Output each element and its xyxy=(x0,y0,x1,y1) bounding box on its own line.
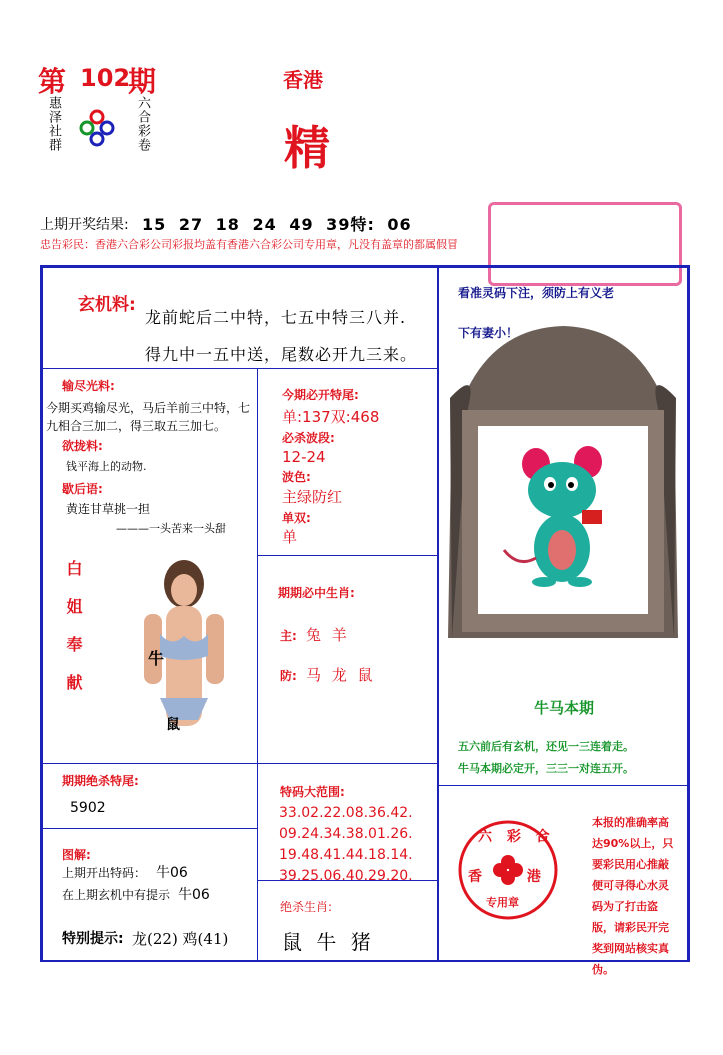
shengxiao-main-label: 主: xyxy=(280,629,297,643)
frame-top xyxy=(40,265,690,268)
divider-lower-left xyxy=(40,828,258,829)
ornate-frame-image xyxy=(438,318,688,658)
big-title-char: 精 xyxy=(284,121,330,175)
tebie-value: 龙(22) 鸡(41) xyxy=(132,930,229,948)
yusi-text: 钱平海上的动物. xyxy=(66,460,147,473)
xuanji-label: 玄机料: xyxy=(78,295,136,315)
bose-value: 主绿防红 xyxy=(282,488,343,506)
divider-lower xyxy=(40,763,438,764)
last-result-label: 上期开奖结果: xyxy=(40,217,129,233)
jueshao-wei-value: 5902 xyxy=(70,800,106,816)
stamp-sub-text: 专用章 xyxy=(486,896,519,909)
divider-right xyxy=(438,785,688,786)
shusi-label: 输尽光料: xyxy=(62,379,115,393)
bose-label: 波色: xyxy=(282,470,311,484)
woman-photo-image xyxy=(124,556,244,746)
right-caption: 牛马本期 xyxy=(534,699,595,717)
shengxiao-fang-label: 防: xyxy=(280,669,297,683)
tema-wei-label: 今期必开特尾: xyxy=(282,388,359,402)
xiehouyu-text: 黄连甘草挑一担 xyxy=(66,502,151,516)
yusi-label: 欲拢料: xyxy=(62,439,103,453)
tema-wei-value: 单:137双:468 xyxy=(282,408,380,426)
stamp-top-text: 六 彩 合 xyxy=(478,829,550,845)
issue-prefix: 第 xyxy=(38,65,67,98)
tip-line2: 下有妻小！ xyxy=(458,326,519,340)
shengxiao-main-value: 兔 羊 xyxy=(306,626,347,644)
tema-range-row: 33.02.22.08.36.42. xyxy=(279,805,413,821)
shengxiao-label: 期期必中生肖: xyxy=(278,586,355,600)
tujie-line1-value: 牛06 xyxy=(156,865,188,881)
last-result-numbers: 15 27 18 24 49 39特: 06 xyxy=(142,215,412,234)
tujie-label: 图解: xyxy=(62,848,91,862)
danshuang-label: 单双: xyxy=(282,511,311,525)
accuracy-text: 本报的准确率高达90%以上，只要彩民用心推敲便可寻得心水灵码为了打击盗版，请彩民开完奖到网站核实真伪。 xyxy=(592,816,674,976)
baijie-title: 白姐奉献 xyxy=(64,560,83,712)
shengxiao-fang-value: 马 龙 鼠 xyxy=(306,666,373,684)
danshuang-value: 单 xyxy=(282,528,298,546)
verse-line2: 牛马本期必定开，三三一对连五开。 xyxy=(458,762,634,775)
left-vertical-text: 惠泽社群 xyxy=(46,96,61,152)
tema-range-row: 19.48.41.44.18.14. xyxy=(279,847,413,863)
divider-xuanji xyxy=(40,368,438,369)
xiehouyu-label: 歇后语: xyxy=(62,482,103,496)
tema-range-list xyxy=(279,803,413,887)
verse-line1: 五六前后有玄机，还见一三连着走。 xyxy=(458,740,634,753)
tip-line1: 看准灵码下注，须防上有义老 xyxy=(458,286,615,300)
right-vertical-text: 六合彩卷 xyxy=(135,96,150,152)
tebie-label: 特别提示: xyxy=(62,931,124,947)
bibo-label: 必杀波段: xyxy=(282,431,335,445)
shusi-text: 今期买鸡输尽光，马后羊前三中特，七九相合三加二，得三取五三加七。 xyxy=(46,401,251,433)
xuanji-line2: 得九中一五中送，尾数必开九三来。 xyxy=(145,345,418,364)
stamp-bottom-text: 香 港 xyxy=(468,869,541,885)
tujie-line2-label: 在上期玄机中有提示 xyxy=(62,888,171,902)
tujie-line1-label: 上期开出特码： xyxy=(62,866,147,880)
divider-vertical-mid xyxy=(257,368,258,960)
xuanji-line1: 龙前蛇后二中特，七五中特三八并. xyxy=(145,308,407,327)
issue-number: 102 xyxy=(80,64,131,92)
tema-range-label: 特码大范围: xyxy=(280,785,345,799)
frame-left xyxy=(40,265,43,962)
tema-range-row: 09.24.34.38.01.26. xyxy=(279,826,413,842)
issue-suffix: 期 xyxy=(128,65,157,98)
baijie-tag1: 牛 xyxy=(148,649,165,668)
xiehouyu-answer: ———一头苦来一头甜 xyxy=(116,522,226,535)
jueshao-sx-label: 绝杀生肖: xyxy=(280,900,333,914)
banner-box xyxy=(488,202,682,286)
baijie-tag2: 鼠 xyxy=(166,717,180,733)
region-title: 香港 xyxy=(283,68,323,92)
lottery-logo-icon xyxy=(78,108,116,148)
tujie-line2-value: 牛06 xyxy=(178,887,210,903)
jueshao-wei-label: 期期绝杀特尾: xyxy=(62,774,139,788)
notice-text: 忠告彩民：香港六合彩公司彩报均盖有香港六合彩公司专用章，凡没有盖章的都属假冒 xyxy=(40,238,458,251)
divider-mid-1 xyxy=(257,555,438,556)
jueshao-sx-value: 鼠 牛 猪 xyxy=(282,930,371,954)
bibo-value: 12-24 xyxy=(282,448,326,466)
tema-range-row: 39.25.06.40.29.20. xyxy=(279,868,413,884)
